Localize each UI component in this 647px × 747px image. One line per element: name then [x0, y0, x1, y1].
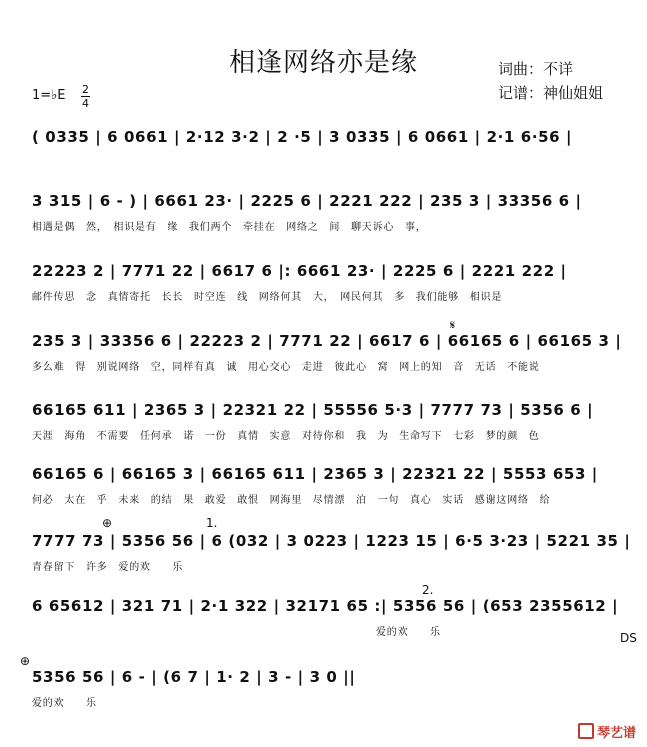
lyrics-line-3: 邮件传思 念 真情寄托 长长 时空连 线 网络何其 大， 网民何其 多 我们能够 相识是 [32, 292, 503, 303]
lyrics-line-6: 何必 太在 乎 未来 的结 果 敢爱 敢恨 网海里 尽情漂 泊 一句 真心 实话 感谢这网络 给 [32, 495, 551, 506]
volta-1-bracket [26, 532, 636, 542]
score-line-3 [26, 262, 636, 332]
time-signature-bottom: 4 [82, 97, 89, 110]
song-title: 相逢网络亦是缘 [228, 48, 418, 78]
score-line-7 [26, 516, 636, 602]
score-line-1 [26, 128, 636, 198]
lyrics-line-9: 爱的欢 乐 [32, 698, 97, 709]
score-line-4 [26, 318, 636, 402]
notes-line-9: 5356 56 | 6 - | (6 7 | 1· 2 | 3 - | 3 0 || [32, 668, 356, 686]
site-logo-text: 琴艺谱 [597, 726, 637, 741]
lyrics-line-5: 天涯 海角 不需要 任何承 诺 一份 真情 实意 对待你和 我 为 生命写下 七彩 梦的颜 色 [32, 431, 540, 442]
notes-line-7: 7777 73 | 5356 56 | 6 (032 | 3 0223 | 1223 15 | 6·5 3·23 | 5221 35 | [32, 532, 631, 550]
notes-line-8: 6 65612 | 321 71 | 2·1 322 | 32171 65 :| 5356 56 | (653 2355612 | [32, 597, 619, 615]
lyrics-line-8: 爱的欢 乐 [376, 627, 441, 638]
key-signature: 1=♭E [32, 88, 66, 103]
notes-line-5: 66165 611 | 2365 3 | 22321 22 | 55556 5·3 | 7777 73 | 5356 6 | [32, 401, 594, 419]
score-line-8 [26, 583, 637, 667]
site-logo [578, 722, 636, 741]
ds-mark: DS [620, 631, 637, 645]
score-line-9 [20, 654, 636, 738]
composer-credit: 词曲：不详 [498, 60, 574, 78]
score-line-2 [26, 192, 636, 262]
notes-line-1: ( 0335 | 6 0661 | 2·12 3·2 | 2 ·5 | 3 0335 | 6 0661 | 2·1 6·56 | [32, 128, 573, 146]
time-signature-top: 2 [82, 83, 89, 96]
lyrics-line-2: 相遇是偶 然， 相识是有 缘 我们两个 牵挂在 网络之 间 聊天诉心 事， [32, 222, 427, 233]
arranger-credit: 记谱：神仙姐姐 [498, 84, 604, 102]
score-line-5 [26, 401, 636, 471]
segno-mark: 𝄋 [450, 318, 456, 332]
volta-2-label: 2. [422, 583, 434, 597]
notes-line-3: 22223 2 | 7771 22 | 6617 6 |: 6661 23· | 2225 6 | 2221 222 | [32, 262, 567, 280]
lyrics-line-7: 青春留下 许多 爱的欢 乐 [32, 562, 184, 573]
coda-mark-2: ⊕ [20, 654, 31, 668]
music-logo-icon [578, 723, 594, 739]
coda-mark: ⊕ [102, 516, 113, 530]
time-signature [81, 84, 90, 109]
lyrics-line-4: 多么难 得 别说网络 空，同样有真 诚 用心交心 走进 彼此心 窝 网上的知 音 无话 不能说 [32, 362, 540, 373]
notes-line-4: 235 3 | 33356 6 | 22223 2 | 7771 22 | 6617 6 | 66165 6 | 66165 3 | [32, 332, 622, 350]
notes-line-6: 66165 6 | 66165 3 | 66165 611 | 2365 3 | 22321 22 | 5553 653 | [32, 465, 598, 483]
lyrics-line-1 [32, 154, 636, 170]
volta-1-label: 1. [206, 516, 218, 530]
notes-line-2: 3 315 | 6 - ) | 6661 23· | 2225 6 | 2221 222 | 235 3 | 33356 6 | [32, 192, 582, 210]
score-line-6 [26, 465, 636, 535]
